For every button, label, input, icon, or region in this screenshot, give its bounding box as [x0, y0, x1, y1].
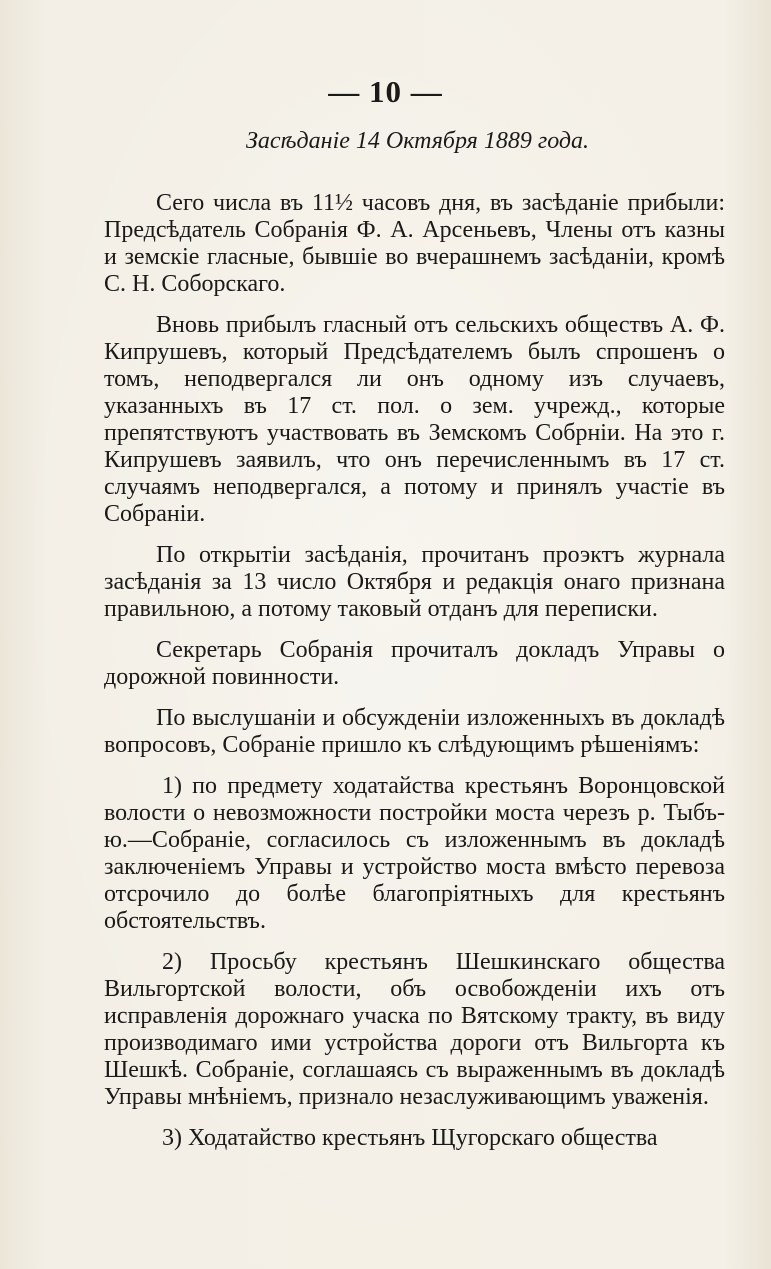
paragraph-decision-3 — [104, 1125, 725, 1152]
session-heading: Засѣданіе 14 Октября 1889 года. — [245, 128, 590, 154]
body-text — [104, 190, 725, 1166]
paragraph-text: Секретарь Собранія прочиталъ докладъ Управы о дорожной повинности. — [104, 637, 725, 690]
paragraph-journal — [104, 542, 725, 623]
paragraph-text: Сего числа въ 11½ часовъ дня, въ засѣданіе прибыли: Предсѣдатель Собранія Ф. А. Арсеньевъ, Члены отъ казны и земскіе гласные, бывшіе во вчерашнемъ засѣданіи, кромѣ С. Н. Соборскаго. — [104, 190, 725, 297]
paragraph-decision-2 — [104, 949, 725, 1111]
paragraph-text: По открытіи засѣданія, прочитанъ проэктъ журнала засѣданія за 13 число Октября и редакція онаго признана правильною, а потому таковый отданъ для переписки. — [104, 542, 725, 622]
page-number: — 10 — — [328, 74, 443, 109]
paragraph-text: По выслушаніи и обсужденіи изложенныхъ въ докладѣ вопросовъ, Собраніе пришло къ слѣдующимъ рѣшеніямъ: — [104, 705, 725, 758]
paragraph-text: 2) Просьбу крестьянъ Шешкинскаго общества Вильгортской волости, объ освобожденіи ихъ отъ исправленія дорожнаго учаска по Вятскому тракту, въ виду производимаго ими устройства дороги отъ Вильгорта къ Шешкѣ. Собраніе, соглашаясь съ выраженнымъ въ докладѣ Управы мнѣніемъ, признало незаслуживающимъ уваженія. — [104, 949, 725, 1110]
paragraph-report — [104, 637, 725, 691]
paragraph-text: 1) по предмету ходатайства крестьянъ Воронцовской волости о невозможности постройки моста черезъ р. Тыбъ-ю.—Собраніе, согласилось съ изложеннымъ въ докладѣ заключеніемъ Управы и устройство моста вмѣсто перевоза отсрочило до болѣе благопріятныхъ для крестьянъ обстоятельствъ. — [104, 773, 725, 934]
paragraph-decision-1 — [104, 773, 725, 935]
paragraph-text: 3) Ходатайство крестьянъ Щугорскаго общества — [162, 1125, 658, 1151]
paragraph-decisions-intro — [104, 705, 725, 759]
paragraph-attendance — [104, 190, 725, 298]
paragraph-new-member — [104, 312, 725, 528]
paragraph-text: Вновь прибылъ гласный отъ сельскихъ обществъ А. Ф. Кипрушевъ, который Предсѣдателемъ былъ спрошенъ о томъ, неподвергался ли онъ одному изъ случаевъ, указанныхъ въ 17 ст. пол. о зем. учрежд., которые препятствуютъ участвовать въ Земскомъ Собрніи. На это г. Кипрушевъ заявилъ, что онъ перечисленнымъ въ 17 ст. случаямъ неподвергался, а потому и принялъ участіе въ Собраніи. — [104, 312, 725, 527]
